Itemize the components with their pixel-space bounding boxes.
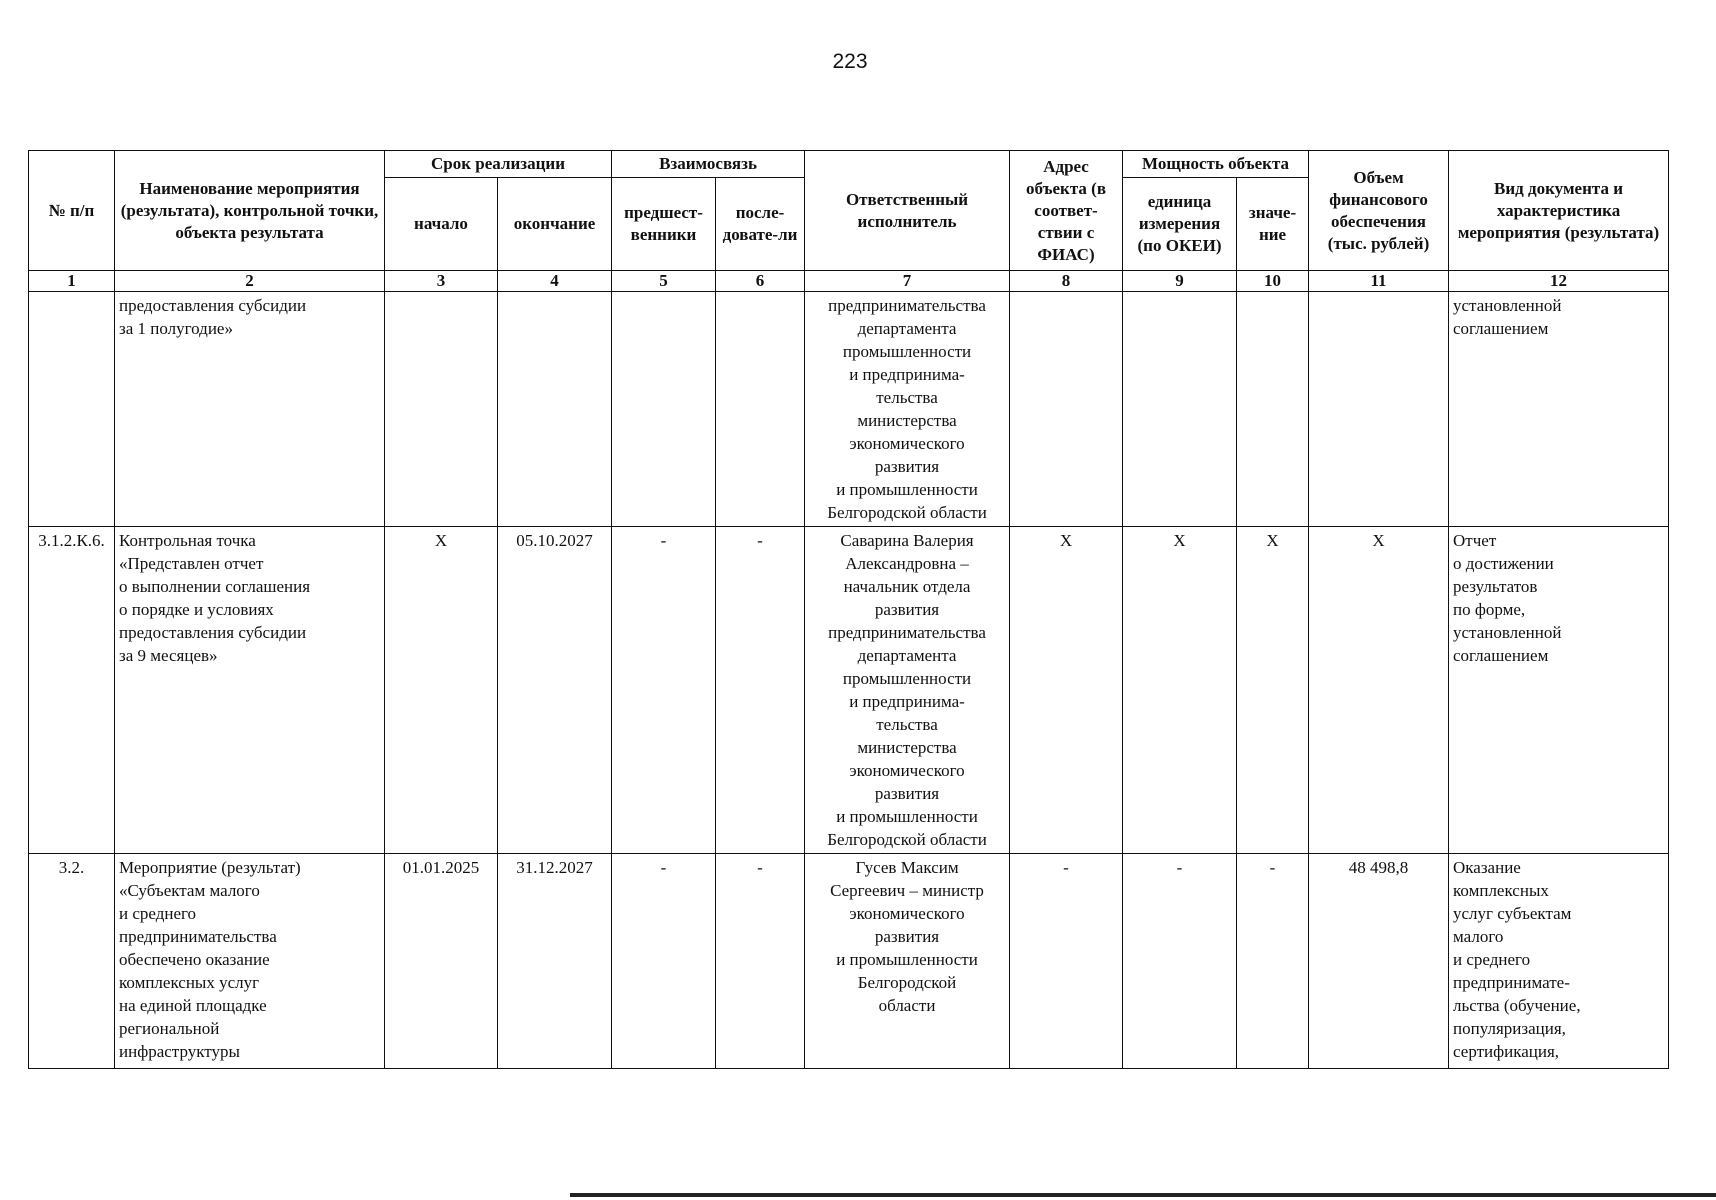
column-number: 10 bbox=[1237, 271, 1309, 292]
header-value: значе-ние bbox=[1237, 178, 1309, 271]
cell-name: Контрольная точка «Представлен отчет о выполнении соглашения о порядке и условиях предоставления субсидии за 9 месяцев» bbox=[115, 527, 385, 854]
header-address: Адрес объекта (в соответ-ствии с ФИАС) bbox=[1010, 151, 1123, 271]
column-number: 7 bbox=[805, 271, 1010, 292]
table-row bbox=[29, 292, 1669, 527]
cell-successors: - bbox=[716, 527, 805, 854]
header-group-vzaimosvyaz: Взаимосвязь bbox=[612, 151, 805, 178]
cell-document: Оказание комплексных услуг субъектам малого и среднего предпринимате- льства (обучение, популяризация, сертификация, bbox=[1449, 854, 1669, 1069]
column-number: 2 bbox=[115, 271, 385, 292]
cell-name: Мероприятие (результат) «Субъектам малого и среднего предпринимательства обеспечено оказание комплексных услуг на единой площадке региональной инфраструктуры bbox=[115, 854, 385, 1069]
cell-responsible: Гусев Максим Сергеевич – министр экономического развития и промышленности Белгородской области bbox=[805, 854, 1010, 1069]
cell-document: Отчет о достижении результатов по форме, установленной соглашением bbox=[1449, 527, 1669, 854]
cell-unit: - bbox=[1123, 854, 1237, 1069]
cell-responsible: Саварина Валерия Александровна – начальник отдела развития предпринимательства департамента промышленности и предпринима- тельства министерства экономического развития и промышленности Белгородской области bbox=[805, 527, 1010, 854]
column-number: 11 bbox=[1309, 271, 1449, 292]
column-numbers-row bbox=[29, 271, 1669, 292]
cell-predecessors: - bbox=[612, 527, 716, 854]
column-number: 12 bbox=[1449, 271, 1669, 292]
header-successors: после-довате-ли bbox=[716, 178, 805, 271]
column-number: 9 bbox=[1123, 271, 1237, 292]
header-document: Вид документа и характеристика мероприятия (результата) bbox=[1449, 151, 1669, 271]
column-number: 6 bbox=[716, 271, 805, 292]
cell-financing: 48 498,8 bbox=[1309, 854, 1449, 1069]
cell-financing bbox=[1309, 292, 1449, 527]
cell-value bbox=[1237, 292, 1309, 527]
cell-document: установленной соглашением bbox=[1449, 292, 1669, 527]
cell-predecessors bbox=[612, 292, 716, 527]
table-header bbox=[29, 151, 1669, 292]
header-end: окончание bbox=[498, 178, 612, 271]
cell-start: 01.01.2025 bbox=[385, 854, 498, 1069]
table-body bbox=[29, 292, 1669, 1069]
cell-end bbox=[498, 292, 612, 527]
header-group-srok: Срок реализации bbox=[385, 151, 612, 178]
cell-start bbox=[385, 292, 498, 527]
header-responsible: Ответственный исполнитель bbox=[805, 151, 1010, 271]
column-number: 8 bbox=[1010, 271, 1123, 292]
cell-address: - bbox=[1010, 854, 1123, 1069]
cell-end: 31.12.2027 bbox=[498, 854, 612, 1069]
header-group-moshchnost: Мощность объекта bbox=[1123, 151, 1309, 178]
column-number: 1 bbox=[29, 271, 115, 292]
cell-name: предоставления субсидии за 1 полугодие» bbox=[115, 292, 385, 527]
cell-num bbox=[29, 292, 115, 527]
cell-address: Х bbox=[1010, 527, 1123, 854]
cell-successors: - bbox=[716, 854, 805, 1069]
header-start: начало bbox=[385, 178, 498, 271]
header-predecessors: предшест-венники bbox=[612, 178, 716, 271]
cell-end: 05.10.2027 bbox=[498, 527, 612, 854]
cell-start: Х bbox=[385, 527, 498, 854]
header-unit: единица измерения (по ОКЕИ) bbox=[1123, 178, 1237, 271]
column-number: 3 bbox=[385, 271, 498, 292]
cell-address bbox=[1010, 292, 1123, 527]
cell-unit bbox=[1123, 292, 1237, 527]
page-number: 223 bbox=[832, 50, 868, 73]
cell-num: 3.2. bbox=[29, 854, 115, 1069]
cell-financing: Х bbox=[1309, 527, 1449, 854]
cell-predecessors: - bbox=[612, 854, 716, 1069]
cell-successors bbox=[716, 292, 805, 527]
header-name: Наименование мероприятия (результата), контрольной точки, объекта результата bbox=[115, 151, 385, 271]
column-number: 4 bbox=[498, 271, 612, 292]
cell-responsible: предпринимательства департамента промышленности и предпринима- тельства министерства экономического развития и промышленности Белгородской области bbox=[805, 292, 1010, 527]
plan-table bbox=[28, 150, 1669, 1069]
cell-value: Х bbox=[1237, 527, 1309, 854]
cell-value: - bbox=[1237, 854, 1309, 1069]
header-num: № п/п bbox=[29, 151, 115, 271]
cell-num: 3.1.2.К.6. bbox=[29, 527, 115, 854]
scan-edge-line bbox=[570, 1193, 1716, 1197]
table-row bbox=[29, 527, 1669, 854]
cell-unit: Х bbox=[1123, 527, 1237, 854]
column-number: 5 bbox=[612, 271, 716, 292]
header-financing: Объем финансового обеспечения (тыс. рублей) bbox=[1309, 151, 1449, 271]
table-row bbox=[29, 854, 1669, 1069]
